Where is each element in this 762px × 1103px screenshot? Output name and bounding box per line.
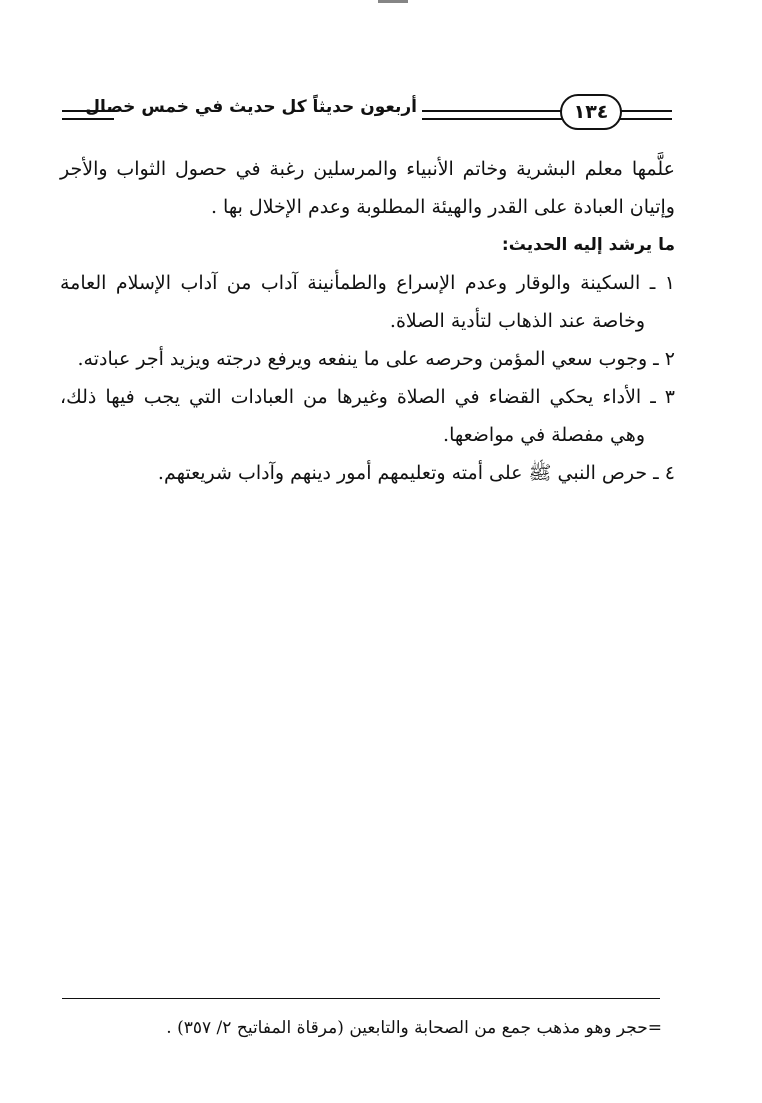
list-item-1-line-1: ١ ـ السكينة والوقار وعدم الإسراع والطمأنينة آداب من آداب الإسلام العامة (60, 272, 675, 294)
page-number: ١٣٤ (560, 94, 622, 130)
main-text (60, 150, 675, 492)
header-rule-right (620, 110, 672, 120)
list-item-2-line-1: ٢ ـ وجوب سعي المؤمن وحرصه على ما ينفعه ويرفع درجته ويزيد أجر عبادته. (77, 348, 675, 370)
footnote-divider (62, 998, 660, 999)
running-header (62, 90, 672, 130)
list-item-3-line-2: وهي مفصلة في مواضعها. (443, 424, 645, 446)
list-item-4 (60, 454, 675, 492)
header-rule-middle (422, 110, 562, 120)
list-item-2 (60, 340, 675, 378)
header-rule-left (62, 110, 114, 120)
intro-line-2: وإتيان العبادة على القدر والهيئة المطلوبة وعدم الإخلال بها . (210, 196, 675, 218)
list-item-4-line-1: ٤ ـ حرص النبي ﷺ على أمته وتعليمهم أمور دينهم وآداب شريعتهم. (157, 462, 675, 484)
list-item-1 (60, 264, 675, 340)
list-item-1-line-2: وخاصة عند الذهاب لتأدية الصلاة. (389, 310, 645, 332)
footnote: =حجر وهو مذهب جمع من الصحابة والتابعين (مرقاة المفاتيح ٢/ ٣٥٧) . (166, 1018, 662, 1038)
scan-artifact (378, 0, 408, 3)
section-heading: ما يرشد إليه الحديث: (501, 235, 675, 255)
book-title: أربعون حديثاً كل حديث في خمس خصال (85, 97, 417, 117)
list-item-3 (60, 378, 675, 454)
intro-line-1: علَّمها معلم البشرية وخاتم الأنبياء والمرسلين رغبة في حصول الثواب والأجر (60, 158, 675, 180)
list-item-3-line-1: ٣ ـ الأداء يحكي القضاء في الصلاة وغيرها من العبادات التي يجب فيها ذلك، (60, 386, 675, 408)
